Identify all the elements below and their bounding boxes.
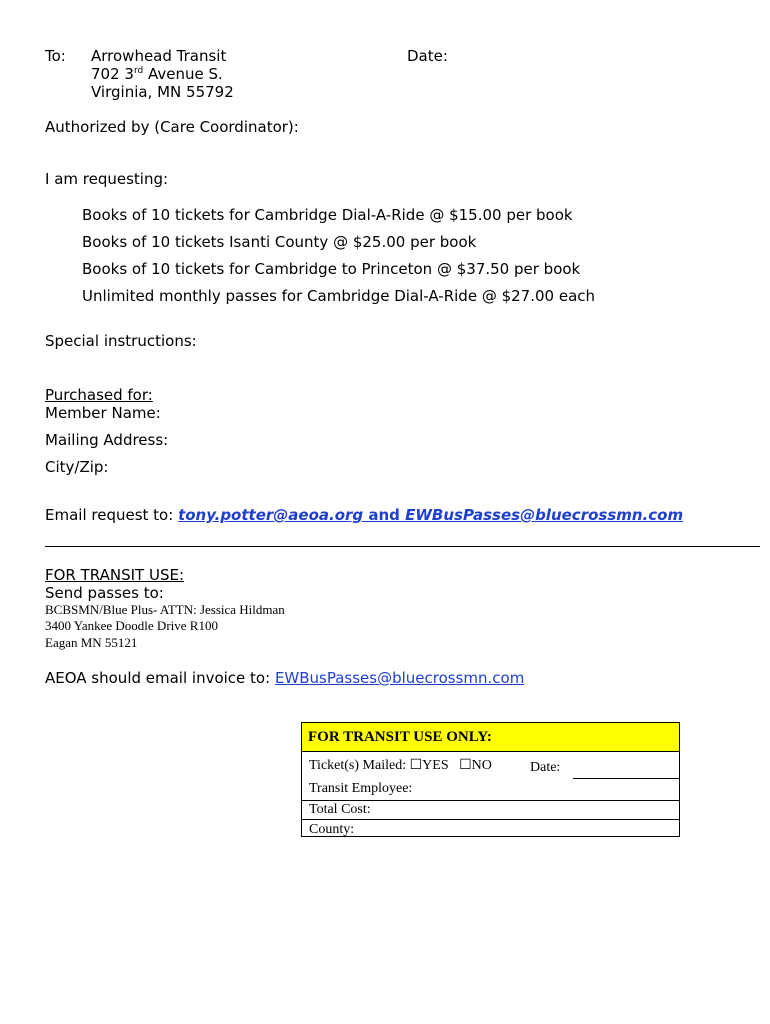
request-item: Books of 10 tickets for Cambridge to Princeton @ $37.50 per book (82, 260, 581, 278)
request-item: Unlimited monthly passes for Cambridge Dial-A-Ride @ $27.00 each (82, 287, 596, 305)
recipient-street: 702 3rd Avenue S. (91, 65, 223, 83)
transit-employee-label: Transit Employee: (309, 781, 413, 796)
county-label: County: (309, 822, 355, 837)
request-item: Books of 10 tickets Isanti County @ $25.00 per book (82, 233, 477, 251)
section-divider (45, 546, 760, 547)
no-checkbox[interactable]: ☐ (459, 758, 472, 773)
transit-use-only-title: FOR TRANSIT USE ONLY: (302, 723, 679, 752)
no-label: NO (471, 758, 492, 773)
mail-address-line: BCBSMN/Blue Plus- ATTN: Jessica Hildman (45, 602, 285, 617)
invoice-instruction: AEOA should email invoice to: EWBusPasses@bluecrossmn.com (45, 669, 525, 687)
email-request-prefix: Email request to: (45, 506, 179, 524)
email-link-secondary[interactable]: EWBusPasses@bluecrossmn.com (405, 506, 684, 524)
recipient-city: Virginia, MN 55792 (91, 83, 234, 101)
total-cost-label: Total Cost: (309, 802, 371, 817)
transit-use-heading: FOR TRANSIT USE: (45, 566, 184, 584)
authorized-label: Authorized by (Care Coordinator): (45, 118, 299, 136)
box-divider (302, 819, 679, 820)
purchased-for-heading: Purchased for: (45, 386, 153, 404)
request-item: Books of 10 tickets for Cambridge Dial-A-Ride @ $15.00 per book (82, 206, 573, 224)
to-label: To: (45, 47, 66, 65)
yes-checkbox[interactable]: ☐ (409, 758, 423, 773)
date-label: Date: (407, 47, 448, 65)
email-link-primary[interactable]: tony.potter@aeoa.org and EWBusPasses@bluecrossmn.com (178, 506, 684, 524)
box-date-label: Date: (530, 760, 561, 775)
transit-use-only-box (301, 722, 680, 837)
invoice-email-link[interactable]: EWBusPasses@bluecrossmn.com (274, 669, 525, 687)
requesting-label: I am requesting: (45, 170, 169, 188)
special-instructions-label: Special instructions: (45, 332, 197, 350)
member-name-label: Member Name: (45, 404, 161, 422)
yes-label: YES (422, 758, 449, 773)
city-zip-label: City/Zip: (45, 458, 109, 476)
mail-address-line: Eagan MN 55121 (45, 635, 138, 650)
tickets-mailed-row: Ticket(s) Mailed: ☐YES ☐NO (309, 758, 492, 773)
mailing-address-label: Mailing Address: (45, 431, 169, 449)
recipient-name: Arrowhead Transit (91, 47, 227, 65)
email-request (45, 506, 683, 524)
date-entry-line[interactable] (573, 778, 679, 779)
mail-address-line: 3400 Yankee Doodle Drive R100 (45, 618, 218, 633)
send-passes-label: Send passes to: (45, 584, 164, 602)
